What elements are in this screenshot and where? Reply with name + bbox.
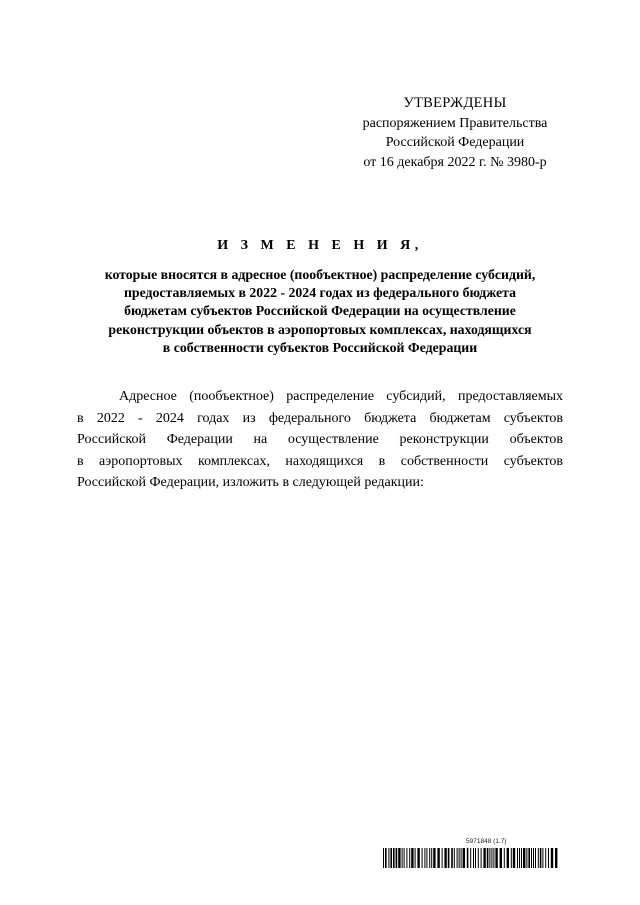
subtitle-line: которые вносятся в адресное (пообъектное) распределение субсидий, [104, 267, 536, 282]
approval-heading: УТВЕРЖДЕНЫ [403, 95, 507, 111]
approval-line-order: распоряжением Правительства [362, 115, 548, 131]
approval-line-authority: Российской Федерации [385, 135, 525, 150]
approval-block [330, 94, 580, 172]
body-paragraph [77, 386, 563, 494]
document-title: И З М Е Н Е Н И Я, [217, 238, 423, 253]
body-line: в 2022 - 2024 годах из федерального бюджета бюджетам субъектов [77, 410, 563, 426]
document-code: 5971848 (1.7) [466, 838, 507, 845]
subtitle-line: бюджетам субъектов Российской Федерации на осуществление [124, 303, 516, 319]
barcode-icon [383, 848, 558, 868]
subtitle-line: в собственности субъектов Российской Федерации [162, 339, 478, 355]
approval-line-date-number: от 16 декабря 2022 г. № 3980-р [363, 154, 547, 170]
subtitle-line: реконструкции объектов в аэропортовых комплексах, находящихся [108, 321, 532, 337]
body-line: Российской Федерации на осуществление реконструкции объектов [77, 432, 563, 447]
body-line: Российской Федерации, изложить в следующей редакции: [77, 475, 424, 490]
subtitle-line: предоставляемых в 2022 - 2024 годах из федерального бюджета [123, 285, 516, 301]
document-subtitle [60, 266, 580, 357]
body-line: в аэропортовых комплексах, находящихся в собственности субъектов [77, 453, 563, 469]
body-line: Адресное (пообъектное) распределение субсидий, предоставляемых [119, 389, 563, 404]
